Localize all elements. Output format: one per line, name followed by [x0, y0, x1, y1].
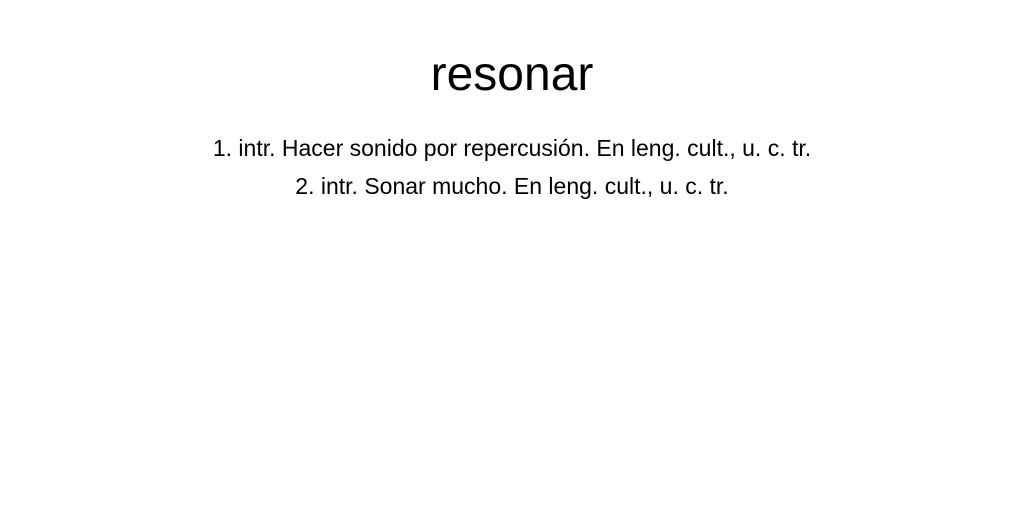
definition-1: 1. intr. Hacer sonido por repercusión. En leng. cult., u. c. tr.: [212, 135, 812, 161]
definition-2: 2. intr. Sonar mucho. En leng. cult., u. c. tr.: [295, 173, 729, 199]
headword-title: resonar: [430, 48, 594, 101]
definitions-list: [0, 129, 1024, 205]
